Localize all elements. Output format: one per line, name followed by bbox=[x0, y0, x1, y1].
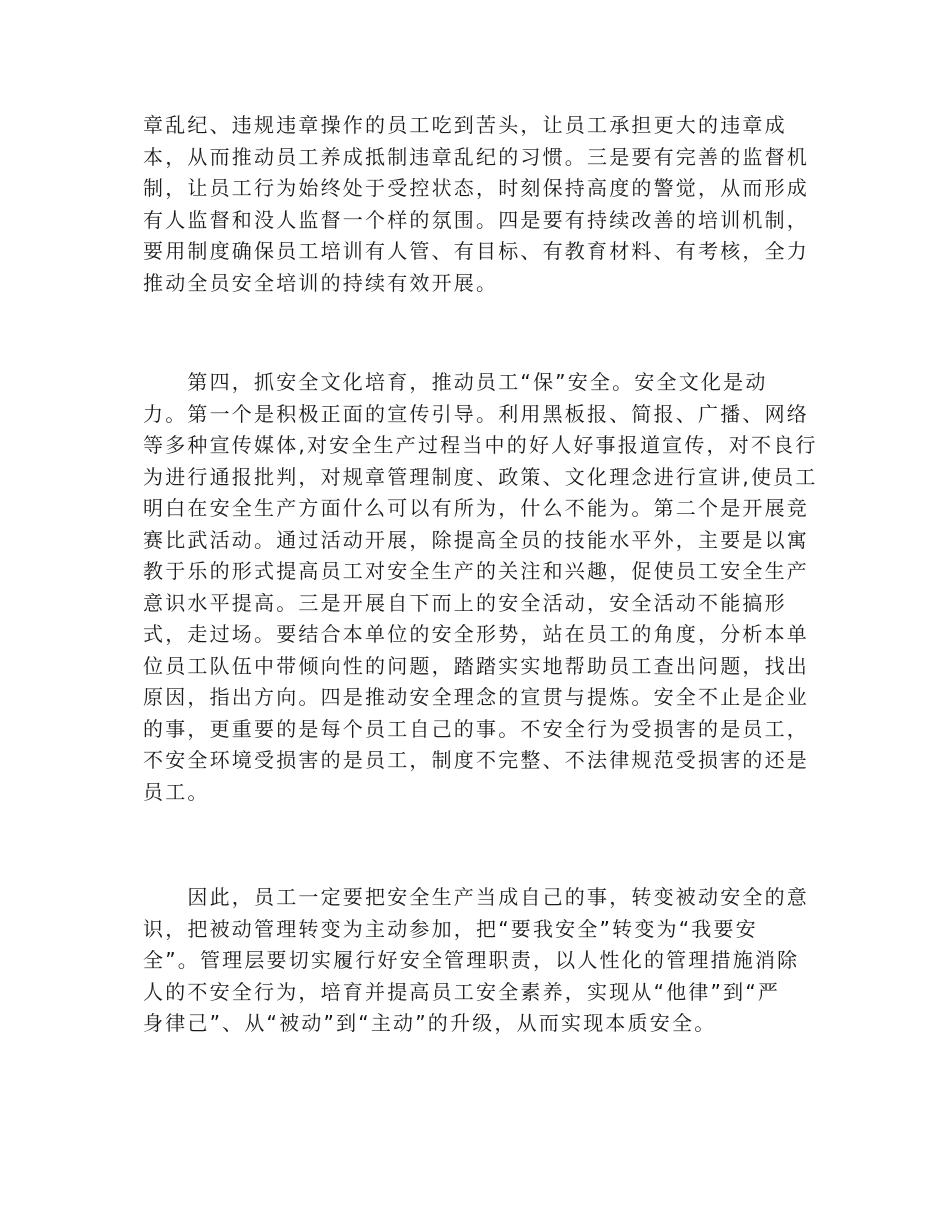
text-line: 明白在安全生产方面什么可以有所为，什么不能为。第二个是开展竞 bbox=[143, 496, 809, 520]
text-line: 的事，更重要的是每个员工自己的事。不安全行为受损害的是员工， bbox=[143, 716, 809, 741]
text-line: 有人监督和没人监督一个样的氛围。四是要有持续改善的培训机制， bbox=[143, 207, 809, 232]
text-line: 赛比武活动。通过活动开展，除提高全员的技能水平外，主要是以寓 bbox=[143, 527, 809, 552]
text-line: 身律己”、从“被动”到“主动”的升级，从而实现本质安全。 bbox=[143, 1011, 717, 1035]
text-line: 为进行通报批判，对规章管理制度、政策、文化理念进行宣讲,使员工 bbox=[143, 464, 818, 489]
text-line: 章乱纪、违规违章操作的员工吃到苦头，让员工承担更大的违章成 bbox=[143, 113, 787, 137]
text-line: 员工。 bbox=[143, 779, 210, 804]
text-line: 式，走过场。要结合本单位的安全形势，站在员工的角度，分析本单 bbox=[143, 622, 809, 646]
text-line: 不安全环境受损害的是员工，制度不完整、不法律规范受损害的还是 bbox=[143, 748, 809, 772]
text-line: 教于乐的形式提高员工对安全生产的关注和兴趣，促使员工安全生产 bbox=[143, 559, 809, 583]
text-line: 要用制度确保员工培训有人管、有目标、有教育材料、有考核，全力 bbox=[143, 239, 809, 263]
text-line: 人的不安全行为，培育并提高员工安全素养，实现从“他律”到“严 bbox=[143, 979, 781, 1004]
paragraph-conclusion bbox=[143, 882, 809, 1040]
text-line: 位员工队伍中带倾向性的问题，踏踏实实地帮助员工查出问题，找出 bbox=[143, 653, 809, 678]
text-line: 制，让员工行为始终处于受控状态，时刻保持高度的警觉，从而形成 bbox=[143, 176, 809, 200]
text-line: 因此，员工一定要把安全生产当成自己的事，转变被动安全的意 bbox=[143, 885, 809, 909]
text-line: 意识水平提高。三是开展自下而上的安全活动，安全活动不能搞形 bbox=[143, 590, 787, 615]
text-line: 推动全员安全培训的持续有效开展。 bbox=[143, 270, 499, 295]
text-line: 本，从而推动员工养成抵制违章乱纪的习惯。三是要有完善的监督机 bbox=[143, 144, 809, 169]
text-line: 力。第一个是积极正面的宣传引导。利用黑板报、简报、广播、网络 bbox=[143, 401, 809, 426]
paragraph-supervision-training bbox=[143, 110, 809, 299]
text-line: 原因，指出方向。四是推动安全理念的宣贯与提炼。安全不止是企业 bbox=[143, 685, 809, 709]
paragraph-safety-culture bbox=[143, 367, 818, 808]
text-line: 第四，抓安全文化培育，推动员工“保”安全。安全文化是动 bbox=[143, 370, 768, 394]
text-line: 等多种宣传媒体,对安全生产过程当中的好人好事报道宣传，对不良行 bbox=[143, 433, 818, 457]
text-line: 识，把被动管理转变为主动参加，把“要我安全”转变为“我要安 bbox=[143, 916, 758, 941]
text-line: 全”。管理层要切实履行好安全管理职责，以人性化的管理措施消除 bbox=[143, 948, 800, 972]
